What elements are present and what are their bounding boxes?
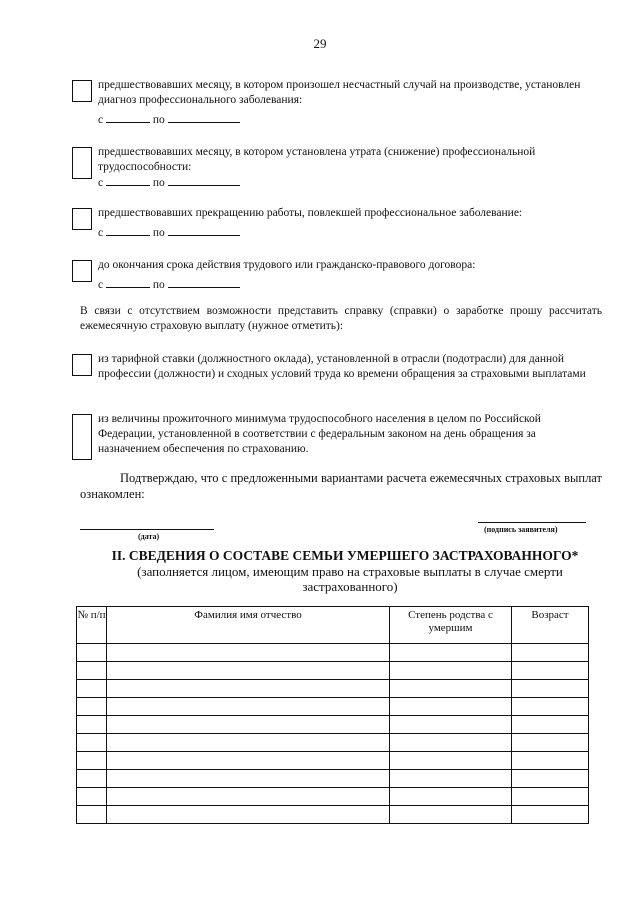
table-row: [77, 806, 589, 824]
period-from-field[interactable]: [106, 277, 150, 288]
period-to-label: по: [152, 279, 165, 291]
table-cell[interactable]: [390, 734, 512, 752]
table-header-row: [77, 607, 589, 644]
table-cell[interactable]: [512, 662, 589, 680]
option-text: предшествовавших месяцу, в котором установлена утрата (снижение) профессиональной трудоспособности:: [98, 146, 536, 173]
page-number: 29: [313, 36, 327, 51]
table-cell[interactable]: [77, 662, 107, 680]
option-contract-end: [72, 258, 592, 293]
period-fields: [98, 112, 592, 128]
table-cell[interactable]: [390, 788, 512, 806]
table-cell[interactable]: [512, 698, 589, 716]
header-relationship: Степень родства с умершим: [390, 607, 512, 644]
table-cell[interactable]: [77, 734, 107, 752]
section-title: II. СВЕДЕНИЯ О СОСТАВЕ СЕМЬИ УМЕРШЕГО ЗАСТРАХОВАННОГО*: [111, 548, 579, 563]
period-to-field[interactable]: [168, 225, 240, 236]
table-cell[interactable]: [512, 716, 589, 734]
table-cell[interactable]: [107, 752, 390, 770]
table-row: [77, 680, 589, 698]
option-text: из тарифной ставки (должностного оклада), установленной в отрасли (подотрасли) для данной профессии (должности) и сходных условий труда ко времени обращения за страховыми выплатами: [98, 353, 586, 380]
table-cell[interactable]: [107, 806, 390, 824]
option-work-termination: [72, 206, 592, 241]
period-to-field[interactable]: [168, 175, 240, 186]
table-cell[interactable]: [512, 734, 589, 752]
period-to-label: по: [152, 227, 165, 239]
table-cell[interactable]: [512, 680, 589, 698]
option-accident-month: [72, 78, 592, 128]
header-number: № п/п: [77, 607, 107, 644]
table-cell[interactable]: [107, 770, 390, 788]
period-fields: [98, 175, 592, 191]
period-from-label: с: [98, 279, 104, 291]
period-fields: [98, 277, 592, 293]
checkbox-accident-month[interactable]: [72, 80, 92, 102]
header-age: Возраст: [512, 607, 589, 644]
option-tariff-rate: [72, 352, 592, 382]
table-row: [77, 752, 589, 770]
option-text: из величины прожиточного минимума трудоспособного населения в целом по Российской Федерации, установленной в соответствии с федеральным законом на день обращения за назначением обеспечения по страхованию.: [98, 413, 541, 455]
option-subsistence-minimum: [72, 412, 592, 457]
checkbox-contract-end[interactable]: [72, 260, 92, 282]
table-cell[interactable]: [512, 770, 589, 788]
table-row: [77, 788, 589, 806]
table-cell[interactable]: [390, 680, 512, 698]
table-row: [77, 716, 589, 734]
confirm-paragraph: Подтверждаю, что с предложенными вариантами расчета ежемесячных страховых выплат ознакомлен:: [80, 471, 602, 501]
table-row: [77, 734, 589, 752]
table-cell[interactable]: [77, 698, 107, 716]
family-table-body: [77, 644, 589, 824]
table-cell[interactable]: [107, 662, 390, 680]
table-cell[interactable]: [77, 644, 107, 662]
table-cell[interactable]: [390, 752, 512, 770]
period-to-field[interactable]: [168, 277, 240, 288]
table-cell[interactable]: [107, 788, 390, 806]
period-to-field[interactable]: [168, 112, 240, 123]
option-text: до окончания срока действия трудового или гражданско-правового договора:: [98, 259, 476, 271]
date-label: (дата): [138, 532, 160, 541]
period-from-label: с: [98, 114, 104, 126]
table-cell[interactable]: [390, 770, 512, 788]
signature-label: (подпись заявителя): [484, 525, 558, 534]
section-subtitle: (заполняется лицом, имеющим право на страховые выплаты в случае смерти застрахованного): [137, 564, 563, 594]
table-cell[interactable]: [390, 662, 512, 680]
table-row: [77, 698, 589, 716]
table-row: [77, 770, 589, 788]
period-from-field[interactable]: [106, 112, 150, 123]
table-cell[interactable]: [512, 806, 589, 824]
table-cell[interactable]: [512, 788, 589, 806]
header-full-name: Фамилия имя отчество: [107, 607, 390, 644]
checkbox-disability-month[interactable]: [72, 147, 92, 179]
family-table: [76, 606, 589, 824]
signature-field[interactable]: [478, 522, 586, 523]
table-cell[interactable]: [77, 752, 107, 770]
date-field[interactable]: [80, 529, 214, 530]
period-from-field[interactable]: [106, 175, 150, 186]
table-cell[interactable]: [512, 752, 589, 770]
table-cell[interactable]: [390, 698, 512, 716]
checkbox-subsistence-minimum[interactable]: [72, 414, 92, 460]
option-text: предшествовавших месяцу, в котором произошел несчастный случай на производстве, установлен диагноз профессионального заболевания:: [98, 79, 581, 106]
checkbox-work-termination[interactable]: [72, 208, 92, 230]
period-to-label: по: [152, 177, 165, 189]
period-from-field[interactable]: [106, 225, 150, 236]
table-cell[interactable]: [512, 644, 589, 662]
table-row: [77, 662, 589, 680]
period-to-label: по: [152, 114, 165, 126]
table-cell[interactable]: [107, 716, 390, 734]
table-cell[interactable]: [77, 806, 107, 824]
intro-paragraph: В связи с отсутствием возможности представить справку (справки) о заработке прошу рассчитать ежемесячную страховую выплату (нужное отметить):: [80, 305, 602, 332]
table-cell[interactable]: [107, 644, 390, 662]
table-cell[interactable]: [77, 770, 107, 788]
period-fields: [98, 225, 592, 241]
table-cell[interactable]: [77, 680, 107, 698]
period-from-label: с: [98, 177, 104, 189]
table-cell[interactable]: [390, 806, 512, 824]
option-disability-month: [72, 145, 592, 191]
table-cell[interactable]: [390, 644, 512, 662]
checkbox-tariff-rate[interactable]: [72, 354, 92, 376]
table-cell[interactable]: [77, 716, 107, 734]
table-cell[interactable]: [107, 680, 390, 698]
table-cell[interactable]: [390, 716, 512, 734]
table-cell[interactable]: [77, 788, 107, 806]
table-cell[interactable]: [107, 734, 390, 752]
period-from-label: с: [98, 227, 104, 239]
table-cell[interactable]: [107, 698, 390, 716]
option-text: предшествовавших прекращению работы, повлекшей профессиональное заболевание:: [98, 207, 523, 219]
table-row: [77, 644, 589, 662]
